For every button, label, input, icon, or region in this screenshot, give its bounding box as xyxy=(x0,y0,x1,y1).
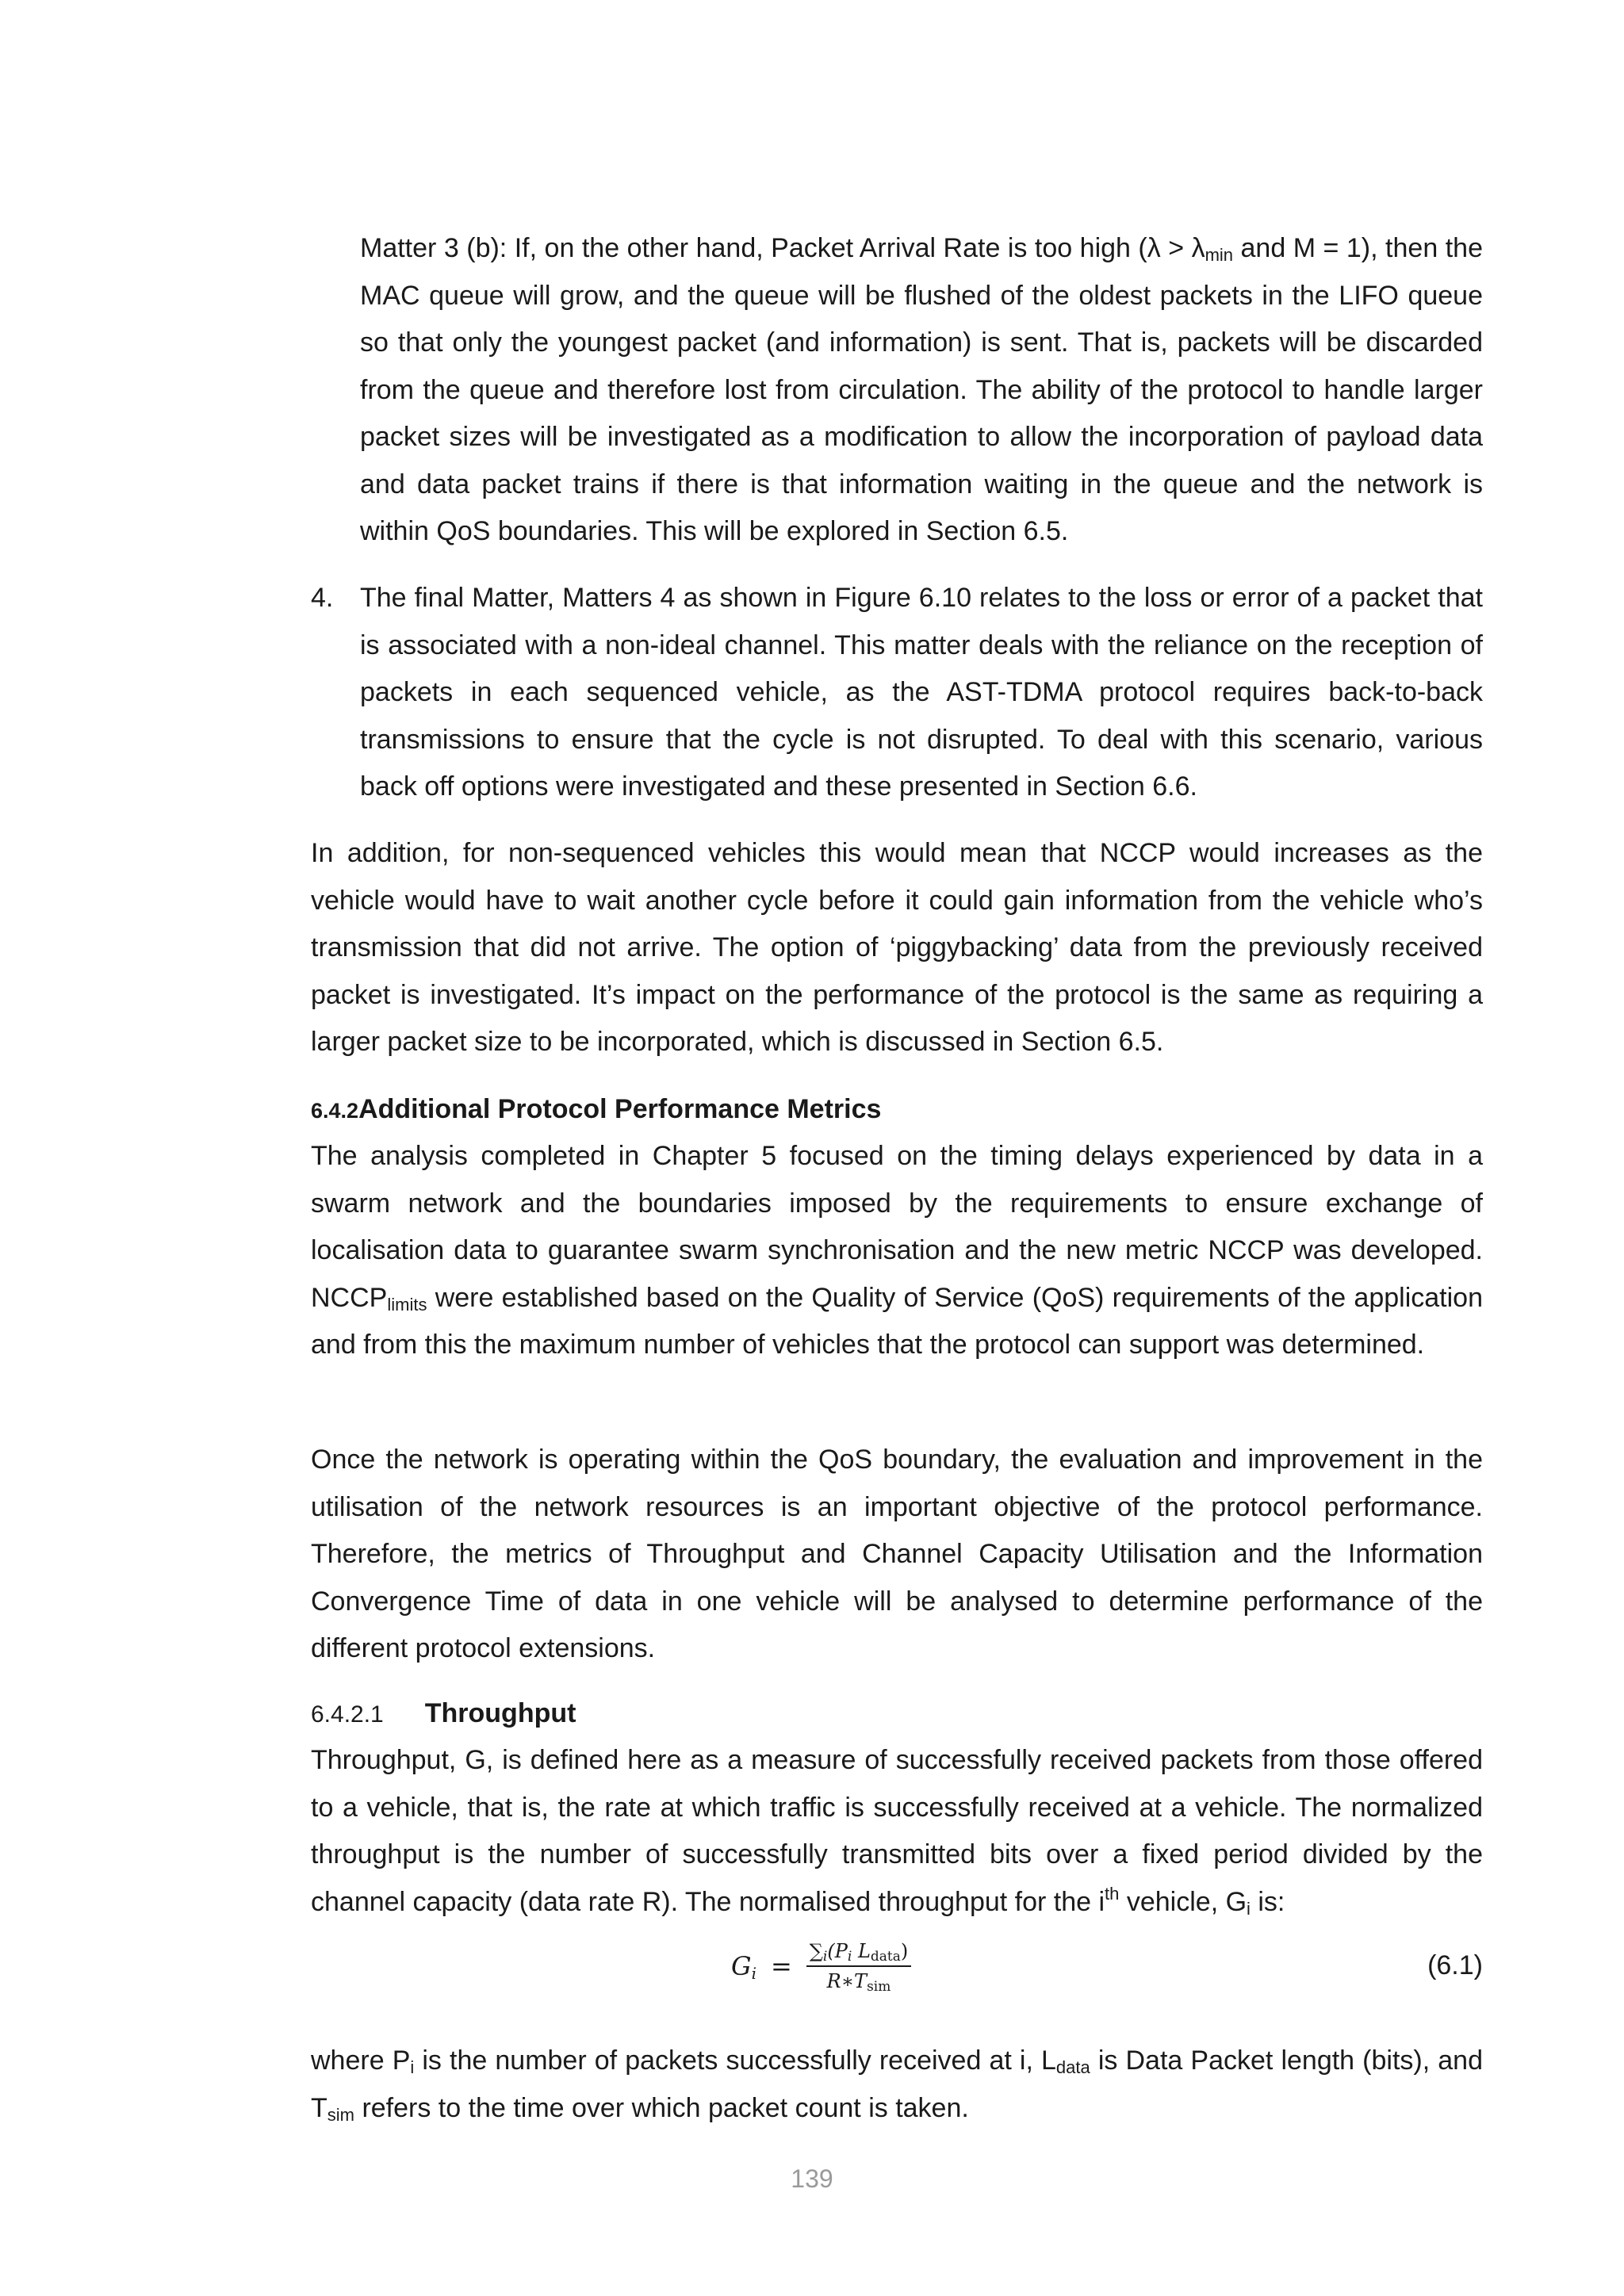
text-run: is the number of packets successfully received at i, L xyxy=(414,2045,1056,2076)
matter-3b-paragraph xyxy=(360,225,1483,556)
fraction xyxy=(806,1940,911,1995)
subscript: data xyxy=(870,1949,901,1965)
symbol: (P xyxy=(827,1940,848,1962)
analysis-paragraph xyxy=(311,1133,1483,1369)
subscript: i xyxy=(751,1964,756,1983)
equation-body xyxy=(731,1927,911,2006)
text-run: vehicle, G xyxy=(1119,1886,1247,1917)
symbol: G xyxy=(731,1951,752,1981)
equals-sign: = xyxy=(770,1951,792,1981)
subscript: data xyxy=(1055,2057,1090,2077)
section-number: 6.4.2 xyxy=(311,1099,359,1123)
text-run: is Data Packet length (bits), and T xyxy=(311,2045,1483,2123)
subscript: sim xyxy=(327,2104,354,2125)
subscript: i xyxy=(847,1949,852,1965)
equation-number: (6.1) xyxy=(1427,1950,1483,1980)
superscript: th xyxy=(1105,1883,1120,1904)
section-number: 6.4.2.1 xyxy=(311,1701,384,1728)
subscript: min xyxy=(1205,245,1234,265)
text-run: and M = 1), then the MAC queue will grow, and the queue will be flushed of the oldest packets in the LIFO queue so that only the youngest packet (and information) is sent. That is, packets will be discarded from the queue and therefore lost from circulation. The ability of the protocol to handle larger packet sizes will be investigated as a modification to allow the incorporation of payload data and data packet trains if there is that information waiting in the queue and the network is within QoS boundaries. This will be explored in Section 6.5. xyxy=(360,233,1483,546)
equation-lhs xyxy=(731,1951,756,1981)
text-run: Matter 3 (b): If, on the other hand, Packet Arrival Rate is too high (λ > λ xyxy=(360,233,1205,263)
throughput-paragraph xyxy=(311,1737,1483,1926)
list-item-text: The final Matter, Matters 4 as shown in Figure 6.10 relates to the loss or error of a packet that is associated with a non-ideal channel. This matter deals with the reliance on the reception of packets in each sequenced vehicle, as the AST-TDMA protocol requires back-to-back transmissions to ensure that the cycle is not disrupted. To deal with this scenario, various back off options were investigated and these presented in Section 6.6. xyxy=(360,583,1483,802)
once-paragraph: Once the network is operating within the QoS boundary, the evaluation and improvement in the utilisation of the network resources is an important objective of the protocol performance. Therefore, the metrics of Throughput and Channel Capacity Utilisation and the Information Convergence Time of data in one vehicle will be analysed to determine performance of the different protocol extensions. xyxy=(311,1445,1483,1663)
subscript: limits xyxy=(387,1294,427,1314)
section-heading-6-4-2-1 xyxy=(311,1690,576,1739)
fraction-numerator xyxy=(806,1940,911,1967)
text-run: is: xyxy=(1250,1886,1285,1917)
text-run: refers to the time over which packet count is taken. xyxy=(354,2092,969,2123)
sum-symbol: ∑ xyxy=(809,1940,823,1962)
equation-6-1 xyxy=(311,1927,1483,2014)
text-run: where P xyxy=(311,2045,411,2076)
fraction-denominator xyxy=(826,1967,891,1995)
subscript: sim xyxy=(867,1979,891,1995)
symbol: R∗T xyxy=(826,1970,868,1992)
addition-paragraph: In addition, for non-sequenced vehicles this would mean that NCCP would increases as the vehicle would have to wait another cycle before it could gain information from the vehicle who’s transmission that did not arrive. The option of ‘piggybacking’ data from the previously received packet is investigated. It’s impact on the performance of the protocol is the same as requiring a larger packet size to be incorporated, which is discussed in Section 6.5. xyxy=(311,838,1483,1057)
text-run: The analysis completed in Chapter 5 focused on the timing delays experienced by data in a swarm network and the boundaries imposed by the requirements to ensure exchange of localisation data to guarantee swarm synchronisation and the new metric NCCP was developed. NCCP xyxy=(311,1141,1483,1313)
text-run: were established based on the Quality of Service (QoS) requirements of the application and from this the maximum number of vehicles that the protocol can support was determined. xyxy=(311,1282,1483,1360)
text-run: Throughput, G, is defined here as a measure of successfully received packets from those offered to a vehicle, that is, the rate at which traffic is successfully received at a vehicle. The normalized throughput is the number of successfully transmitted bits over a fixed period divided by the channel capacity (data rate R). The normalised throughput for the i xyxy=(311,1745,1483,1917)
symbol: ) xyxy=(900,1940,909,1962)
section-title: Throughput xyxy=(424,1698,576,1728)
symbol: L xyxy=(852,1940,871,1962)
section-heading-6-4-2 xyxy=(311,1086,881,1135)
subscript: i xyxy=(1247,1898,1251,1919)
section-title: Additional Protocol Performance Metrics xyxy=(358,1094,882,1124)
where-paragraph xyxy=(311,2038,1483,2132)
list-number: 4. xyxy=(311,583,334,613)
list-item-4 xyxy=(311,575,1483,813)
page-number: 139 xyxy=(791,2164,833,2193)
subscript: i xyxy=(410,2057,415,2077)
subscript: i xyxy=(822,1949,828,1965)
